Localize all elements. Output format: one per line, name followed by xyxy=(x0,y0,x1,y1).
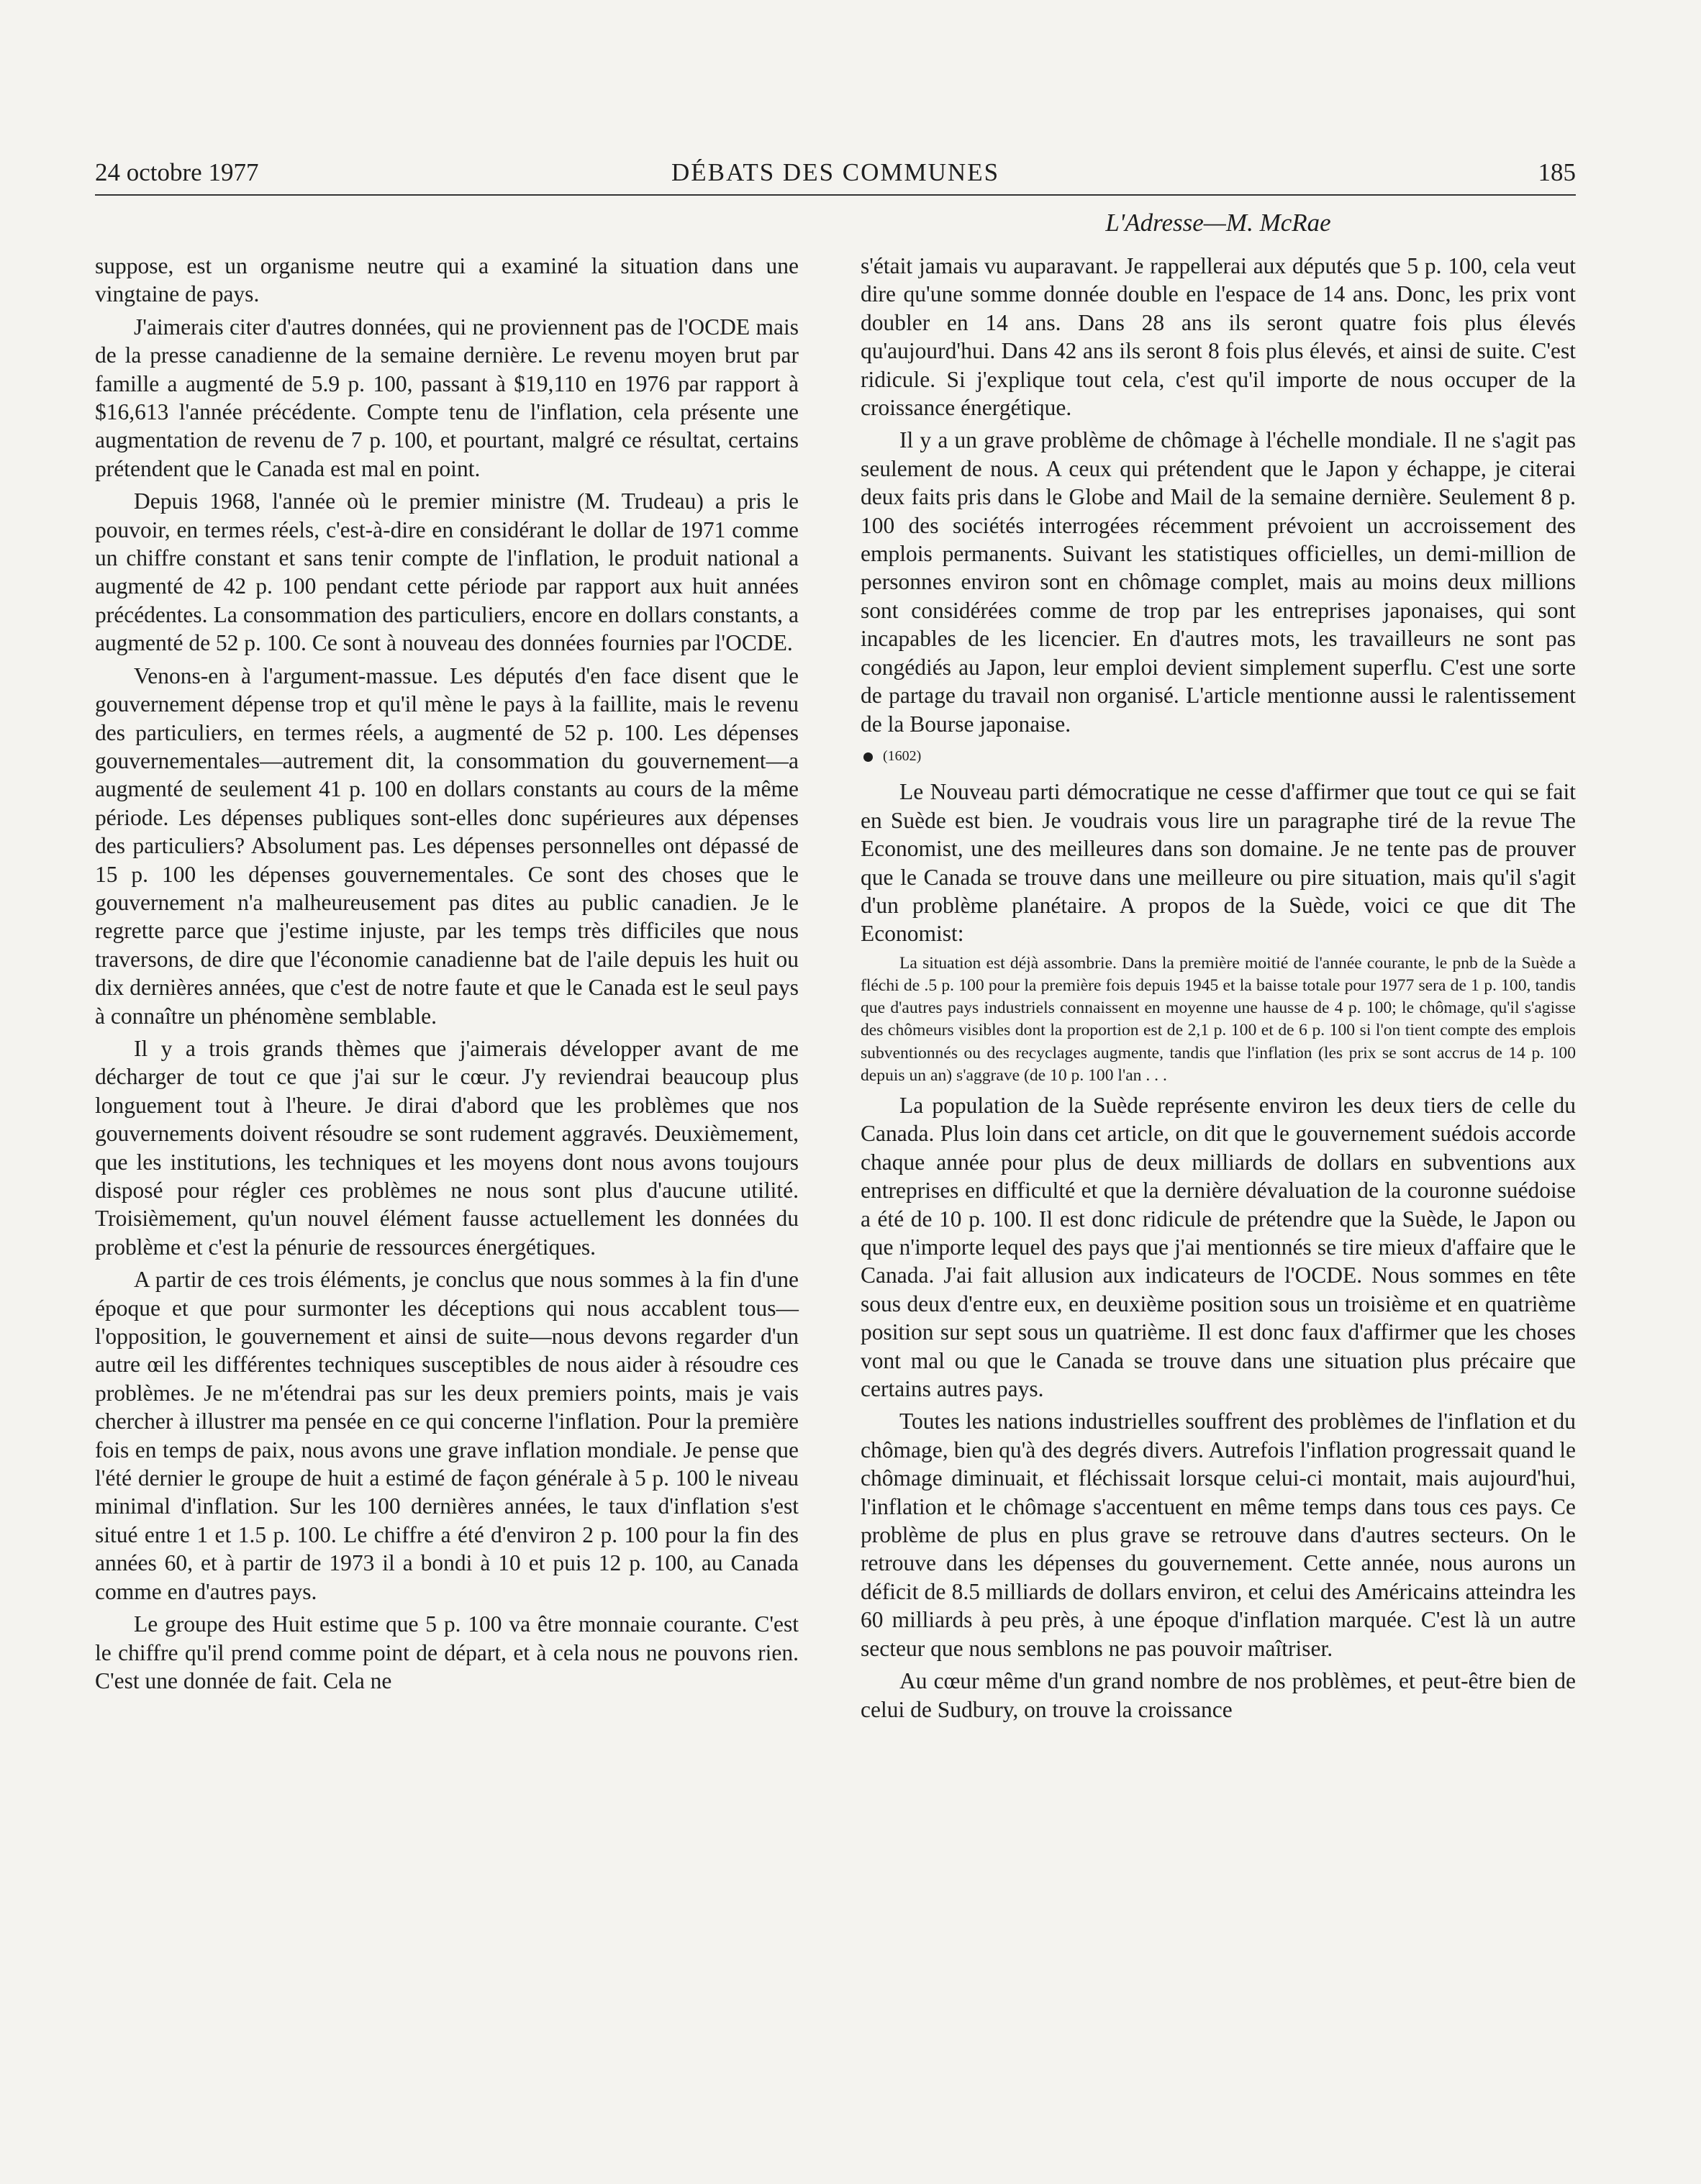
paragraph: J'aimerais citer d'autres données, qui ne proviennent pas de l'OCDE mais de la presse canadienne de la semaine dernière. Le revenu moyen brut par famille a augmenté de 5.9 p. 100, passant à $19,110 en 1976 par rapport à $16,613 l'année précédente. Compte tenu de l'inflation, cela présente une augmentation de revenu de 7 p. 100, et pourtant, malgré ce résultat, certains prétendent que le Canada est mal en point. xyxy=(95,314,799,481)
header-date: 24 octobre 1977 xyxy=(95,158,259,186)
paragraph: Toutes les nations industrielles souffrent des problèmes de l'inflation et du chômage, bien qu'à des degrés divers. Autrefois l'inflation progressait quand le chômage diminuait, et fléchissait lorsque celui-ci montait, mais aujourd'hui, l'inflation et le chômage s'accentuent en même temps dans tous ces pays. Ce problème de plus en plus grave se retrouve dans d'autres secteurs. On le retrouve dans les dépenses du gouvernement. Cette année, nous aurons un déficit de 8.5 milliards de dollars environ, et celui des Américains atteindra les 60 milliards à peu près, à une époque d'inflation marquée. C'est là un autre secteur que nous semblons ne pas pouvoir maîtriser. xyxy=(861,1409,1576,1661)
paragraph: s'était jamais vu auparavant. Je rappellerai aux députés que 5 p. 100, cela veut dire qu'une somme donnée double en l'espace de 14 ans. Donc, les prix vont doubler en 14 ans. Dans 28 ans ils seront quatre fois plus élevés qu'aujourd'hui. Dans 42 ans ils seront 8 fois plus élevés, et ainsi de suite. C'est ridicule. Si j'explique tout cela, c'est qu'il importe de nous occuper de la croissance énergétique. xyxy=(861,253,1576,421)
paragraph: La population de la Suède représente environ les deux tiers de celle du Canada. Plus loin dans cet article, on dit que le gouvernement suédois accorde chaque année pour plus de deux milliards de dollars en subventions aux entreprises en difficulté et que la dernière dévaluation de la couronne suédoise a été de 10 p. 100. Il est donc ridicule de prétendre que la Suède, le Japon ou que n'importe lequel des pays que j'ai mentionnés se tire mieux d'affaire que le Canada. J'ai fait allusion aux indicateurs de l'OCDE. Nous sommes en tête sous deux d'entre eux, en deuxième position sous un troisième et en quatrième position sur sept sous un quatrième. Il est donc faux d'affirmer que les choses vont mal ou que le Canada se trouve dans une situation plus précaire que certains autres pays. xyxy=(861,1092,1576,1402)
time-marker xyxy=(863,742,1576,770)
paragraph: A partir de ces trois éléments, je conclus que nous sommes à la fin d'une époque et que pour surmonter les déceptions qui nous accablent tous—l'opposition, le gouvernement et ainsi de suite—nous devons regarder d'un autre œil les différentes techniques susceptibles de nous aider à résoudre ces problèmes. Je ne m'étendrai pas sur les deux premiers points, mais je vais chercher à illustrer ma pensée en ce qui concerne l'inflation. Pour la première fois en temps de paix, nous avons une grave inflation mondiale. Je pense que l'été dernier le groupe de huit a estimé de façon générale à 5 p. 100 le niveau minimal d'inflation. Sur les 100 dernières années, le taux d'inflation s'est situé entre 1 et 1.5 p. 100. Le chiffre a été d'environ 2 p. 100 pour la fin des années 60, et à partir de 1973 il a bondi à 10 et puis 12 p. 100, au Canada comme en d'autres pays. xyxy=(95,1267,799,1604)
right-column xyxy=(861,252,1576,1728)
running-head: L'Adresse—M. McRae xyxy=(1105,209,1331,237)
left-column xyxy=(95,252,799,1699)
bullet-icon xyxy=(863,752,873,762)
paragraph: suppose, est un organisme neutre qui a examiné la situation dans une vingtaine de pays. xyxy=(95,253,799,307)
time-marker-label: (1602) xyxy=(883,747,922,764)
paragraph: Il y a un grave problème de chômage à l'échelle mondiale. Il ne s'agit pas seulement de nous. A ceux qui prétendent que le Japon y échappe, je citerai deux faits pris dans le Globe and Mail de la semaine dernière. Seulement 8 p. 100 des sociétés interrogées récemment prévoient un accroissement des emplois permanents. Suivant les statistiques officielles, un demi-million de personnes environ sont en chômage complet, mais au moins deux millions sont considérées comme de trop par les entreprises japonaises, qui sont incapables de les licencier. En d'autres mots, les travailleurs ne sont pas congédiés au Japon, leur emploi devient simplement superflu. C'est une sorte de partage du travail non organisé. L'article mentionne aussi le ralentissement de la Bourse japonaise. xyxy=(861,427,1576,737)
paragraph: Il y a trois grands thèmes que j'aimerais développer avant de me décharger de tout ce que j'ai sur le cœur. J'y reviendrai beaucoup plus longuement tout à l'heure. Je dirai d'abord que les problèmes que nos gouvernements doivent résoudre se sont rudement aggravés. Deuxièmement, que les institutions, les techniques et les moyens dont nous avons toujours disposé pour régler ces problèmes ne nous sont plus d'aucune utilité. Troisièmement, qu'un nouvel élément fausse actuellement les données du problème et c'est la pénurie de ressources énergétiques. xyxy=(95,1035,799,1260)
header-title: DÉBATS DES COMMUNES xyxy=(671,158,1000,186)
page-number: 185 xyxy=(1538,158,1576,186)
paragraph: Au cœur même d'un grand nombre de nos problèmes, et peut-être bien de celui de Sudbury, on trouve la croissance xyxy=(861,1668,1576,1722)
block-quote: La situation est déjà assombrie. Dans la première moitié de l'année courante, le pnb de la Suède a fléchi de .5 p. 100 pour la première fois depuis 1945 et la baisse totale pour 1977 sera de 1 p. 100, tandis que d'autres pays industriels connaissent en moyenne une hausse de 4 p. 100; le chômage, qu'il s'agisse des chômeurs visibles dont la proportion est de 2,1 p. 100 et de 6 p. 100 si l'on tient compte des emplois subventionnés ou des recyclages augmente, tandis que l'inflation (les prix se sont accrus de 14 p. 100 depuis un an) s'aggrave (de 10 p. 100 l'an . . . xyxy=(861,953,1576,1085)
page-header xyxy=(95,154,1576,196)
paragraph: Venons-en à l'argument-massue. Les députés d'en face disent que le gouvernement dépense trop et qu'il mène le pays à la faillite, mais le revenu des particuliers, en termes réels, a augmenté de 52 p. 100. Les dépenses gouvernementales—autrement dit, la consommation du gouvernement—a augmenté de seulement 41 p. 100 en dollars constants au cours de la même période. Les dépenses publiques sont-elles donc supérieures aux dépenses des particuliers? Absolument pas. Les dépenses personnelles ont dépassé de 15 p. 100 les dépenses gouvernementales. Ce sont des choses que le gouvernement n'a malheureusement pas dites au public canadien. Je le regrette parce que j'estime injuste, par les temps très difficiles que nous traversons, de dire que l'économie canadienne bat de l'aile depuis les huit ou dix dernières années, que c'est de notre faute et que le Canada est le seul pays à connaître un phénomène semblable. xyxy=(95,663,799,1029)
paragraph: Depuis 1968, l'année où le premier ministre (M. Trudeau) a pris le pouvoir, en termes réels, c'est-à-dire en considérant le dollar de 1971 comme un chiffre constant et sans tenir compte de l'inflation, le produit national a augmenté de 42 p. 100 pendant cette période par rapport aux huit années précédentes. La consommation des particuliers, encore en dollars constants, a augmenté de 52 p. 100. Ce sont à nouveau des données fournies par l'OCDE. xyxy=(95,488,799,656)
paragraph: Le groupe des Huit estime que 5 p. 100 va être monnaie courante. C'est le chiffre qu'il prend comme point de départ, et à cela nous ne pouvons rien. C'est une donnée de fait. Cela ne xyxy=(95,1611,799,1693)
paragraph: Le Nouveau parti démocratique ne cesse d'affirmer que tout ce qui se fait en Suède est bien. Je voudrais vous lire un paragraphe tiré de la revue The Economist, une des meilleures dans son domaine. Je ne tente pas de prouver que le Canada se trouve dans une meilleure ou pire situation, mais qu'il s'agit d'un problème planétaire. A propos de la Suède, voici ce que dit The Economist: xyxy=(861,779,1576,947)
